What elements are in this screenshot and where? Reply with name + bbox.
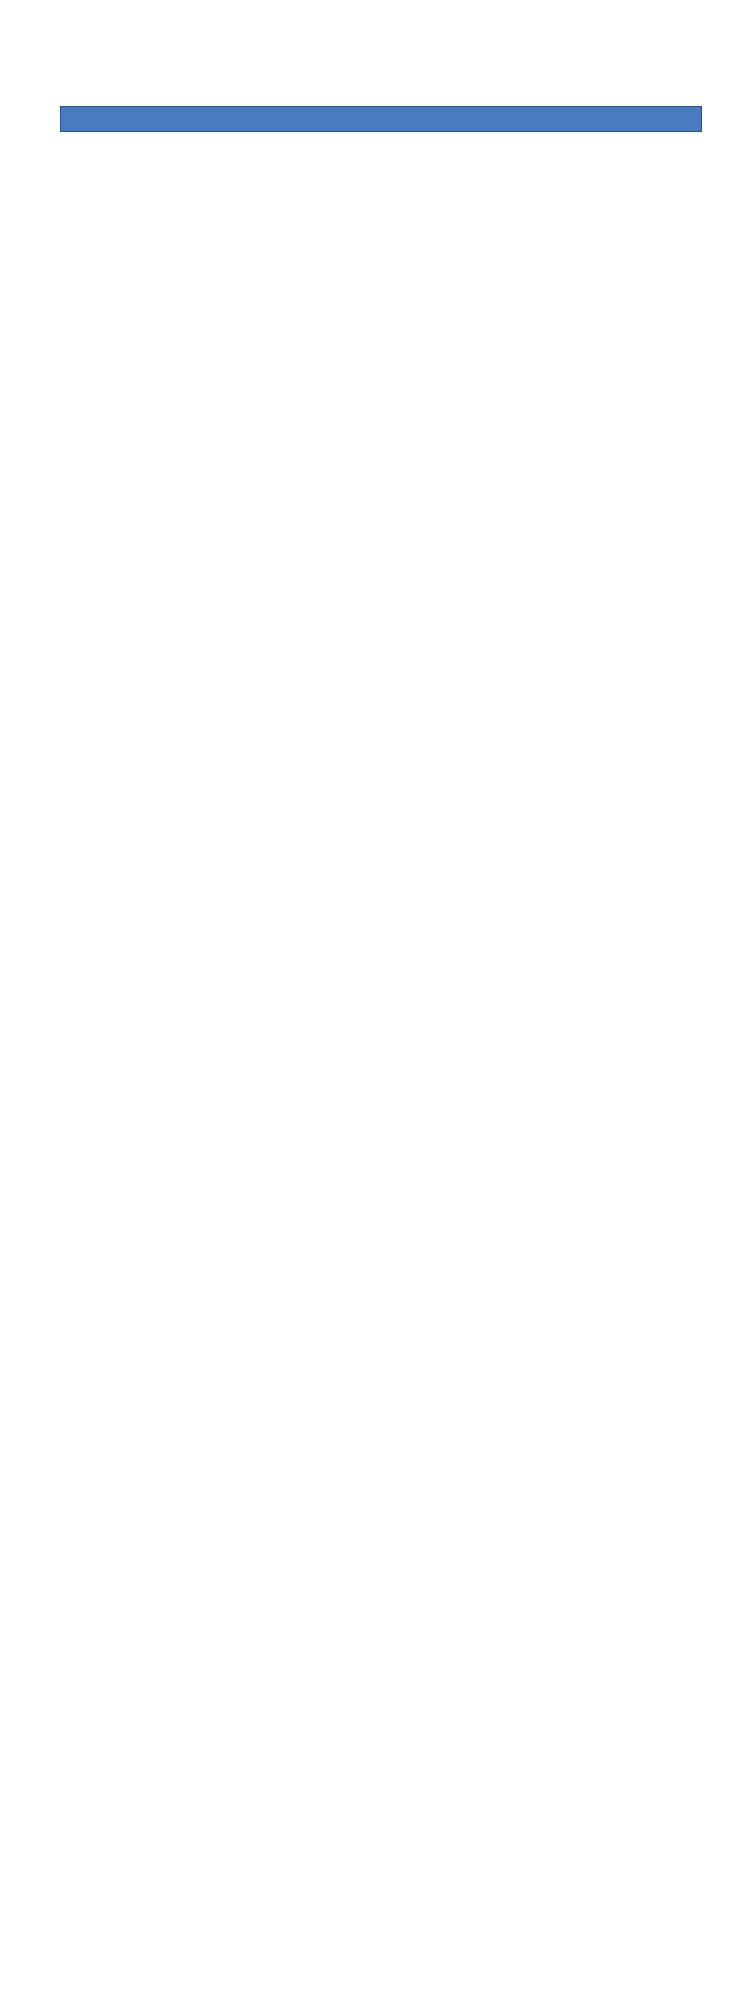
table-header [60,106,702,132]
